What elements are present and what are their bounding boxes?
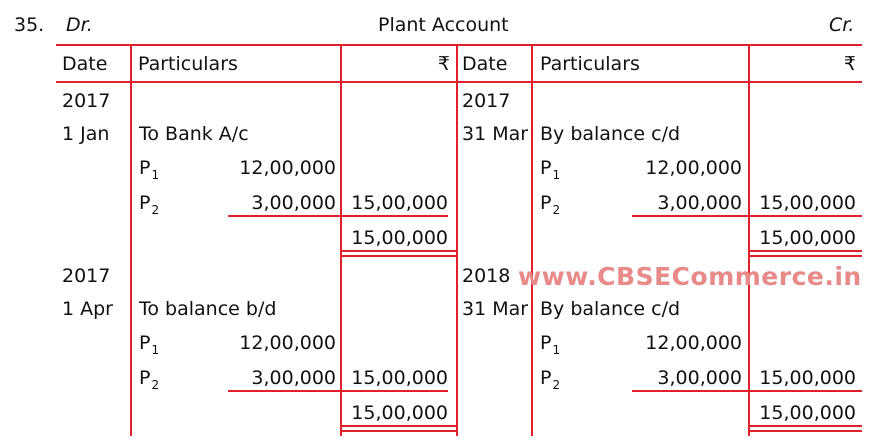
dr-date-1: 1 Jan	[62, 123, 110, 145]
dr-year-2: 2017	[62, 265, 111, 287]
dr-underline-1	[228, 215, 448, 217]
cr-p2b-label: $P_2$	[540, 367, 561, 392]
dr-p1b-label: $P_1$	[139, 332, 160, 357]
dr-double-rule-2b	[342, 430, 456, 432]
dr-p2b-label: $P_2$	[139, 367, 160, 392]
dr-p1-amount: 12,00,000	[239, 157, 336, 179]
dr-double-rule-2a	[342, 425, 456, 427]
dr-double-rule-1a	[342, 250, 456, 252]
question-number: 35.	[14, 14, 45, 36]
dr-p2-label: $P_2$	[139, 192, 160, 217]
dr-p1b-amount: 12,00,000	[239, 332, 336, 354]
cr-underline-2	[632, 390, 862, 392]
cr-date-divider	[531, 44, 533, 436]
cr-p1b-amount: 12,00,000	[645, 332, 742, 354]
dr-entry-1: To Bank A/c	[139, 123, 249, 145]
cr-underline-1	[632, 215, 862, 217]
dr-p2b-amount: 3,00,000	[251, 367, 336, 389]
account-title: Plant Account	[378, 14, 509, 36]
dr-p2-amount: 3,00,000	[251, 192, 336, 214]
cr-double-rule-2a	[750, 425, 862, 427]
cr-p2-label: $P_2$	[540, 192, 561, 217]
cr-year-2: 2018	[462, 265, 511, 287]
dr-rupee-header: ₹	[437, 53, 450, 75]
dr-total-1: 15,00,000	[351, 227, 448, 249]
dr-underline-2	[228, 390, 448, 392]
dr-total-line-1: 15,00,000	[351, 192, 448, 214]
cr-date-2: 31 Mar	[462, 298, 529, 320]
cr-total-1: 15,00,000	[759, 227, 856, 249]
cr-double-rule-1a	[750, 250, 862, 252]
table-top-rule	[56, 44, 862, 46]
cr-p1-amount: 12,00,000	[645, 157, 742, 179]
cr-p2b-amount: 3,00,000	[657, 367, 742, 389]
cr-total-2: 15,00,000	[759, 402, 856, 424]
dr-total-line-2: 15,00,000	[351, 367, 448, 389]
dr-entry-2: To balance b/d	[139, 298, 277, 320]
cr-double-rule-1b	[750, 255, 862, 257]
dr-date-2: 1 Apr	[62, 298, 113, 320]
center-divider	[456, 44, 458, 436]
cr-particulars-header: Particulars	[540, 53, 640, 75]
cr-p2-amount: 3,00,000	[657, 192, 742, 214]
cr-entry-1: By balance c/d	[540, 123, 681, 145]
watermark: www.CBSECommerce.in	[518, 262, 862, 291]
dr-double-rule-1b	[342, 255, 456, 257]
header-bottom-rule	[56, 81, 862, 83]
dr-year-1: 2017	[62, 90, 111, 112]
cr-rupee-header: ₹	[843, 53, 856, 75]
dr-particulars-header: Particulars	[138, 53, 238, 75]
cr-p1b-label: $P_1$	[540, 332, 561, 357]
cr-year-1: 2017	[462, 90, 511, 112]
cr-date-header: Date	[462, 53, 508, 75]
dr-p1-label: $P_1$	[139, 157, 160, 182]
dr-label: Dr.	[66, 14, 93, 36]
cr-double-rule-2b	[750, 430, 862, 432]
dr-date-divider	[130, 44, 132, 436]
cr-label: Cr.	[829, 14, 855, 36]
cr-p1-label: $P_1$	[540, 157, 561, 182]
cr-date-1: 31 Mar	[462, 123, 529, 145]
dr-total-2: 15,00,000	[351, 402, 448, 424]
dr-date-header: Date	[62, 53, 108, 75]
cr-total-line-2: 15,00,000	[759, 367, 856, 389]
cr-total-line-1: 15,00,000	[759, 192, 856, 214]
cr-entry-2: By balance c/d	[540, 298, 681, 320]
